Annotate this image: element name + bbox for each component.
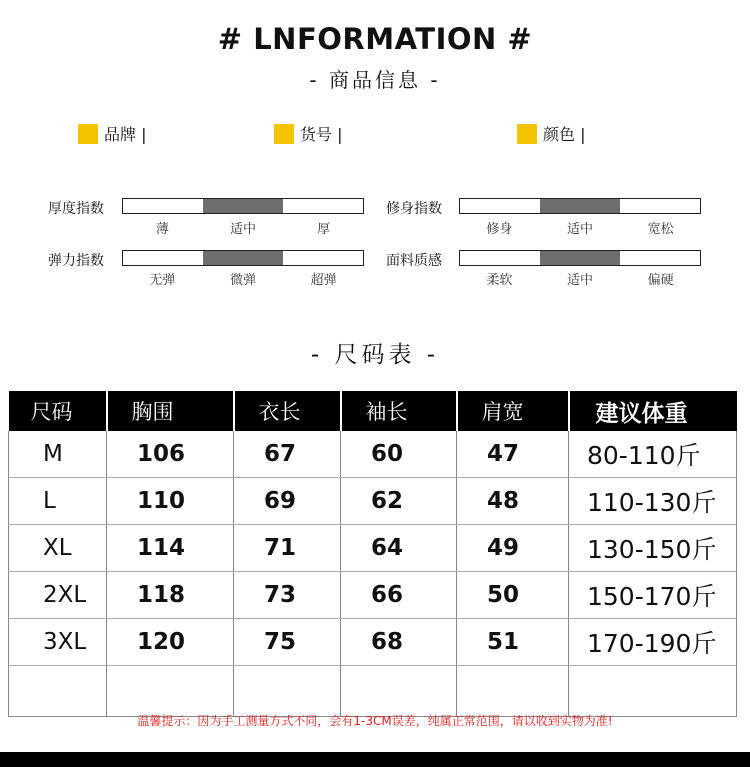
table-cell (234, 666, 341, 717)
scale-tick: 适中 (567, 273, 594, 288)
table-cell (569, 666, 737, 717)
scale-segment-selected (203, 251, 283, 265)
scale-segment (620, 199, 700, 213)
table-row-empty (9, 666, 737, 717)
scale-tick: 修身 (486, 222, 513, 237)
table-row (9, 431, 737, 478)
table-cell: 49 (457, 525, 569, 572)
column-header: 胸围 (107, 391, 234, 431)
attribute-brand (78, 122, 146, 145)
scale-ticks-fabric (459, 269, 701, 288)
table-row (9, 525, 737, 572)
table-cell: 110 (107, 478, 234, 525)
table-cell: 130-150斤 (569, 525, 737, 572)
table-cell: L (9, 478, 107, 525)
scale-ticks-thickness (122, 218, 364, 237)
measurement-note: 温馨提示：因为手工测量方式不同，会有1-3CM误差，纯属正常范围，请以收到实物为准! (137, 714, 613, 728)
table-cell: 68 (341, 619, 457, 666)
scale-tick: 超弹 (310, 273, 337, 288)
table-cell: XL (9, 525, 107, 572)
page-title: # LNFORMATION # (217, 22, 533, 56)
table-cell (341, 666, 457, 717)
scale-segment (123, 199, 203, 213)
section-title-size-chart: - 尺码表 - (310, 342, 440, 368)
attribute-color (517, 122, 585, 145)
column-header: 肩宽 (457, 391, 569, 431)
table-cell: 110-130斤 (569, 478, 737, 525)
scale-segment (620, 251, 700, 265)
scale-tick: 适中 (230, 222, 257, 237)
table-cell: 67 (234, 431, 341, 478)
scale-tick: 宽松 (647, 222, 674, 237)
scale-segment-selected (540, 199, 620, 213)
table-cell: 150-170斤 (569, 572, 737, 619)
table-cell: 106 (107, 431, 234, 478)
yellow-square-icon (517, 124, 537, 144)
table-cell: 66 (341, 572, 457, 619)
table-cell (457, 666, 569, 717)
scale-bar-thickness (122, 198, 364, 214)
table-cell: 118 (107, 572, 234, 619)
table-cell: M (9, 431, 107, 478)
scale-label-thickness: 厚度指数 (48, 201, 104, 217)
table-cell: 80-110斤 (569, 431, 737, 478)
attribute-label: 品牌 | (104, 125, 147, 144)
scale-segment (283, 199, 363, 213)
scale-tick: 偏硬 (647, 273, 674, 288)
table-cell: 75 (234, 619, 341, 666)
scale-ticks-elasticity (122, 269, 364, 288)
bottom-divider-bar (0, 752, 750, 767)
scale-segment (283, 251, 363, 265)
yellow-square-icon (78, 124, 98, 144)
table-cell: 120 (107, 619, 234, 666)
scale-tick: 适中 (567, 222, 594, 237)
scale-segment-selected (540, 251, 620, 265)
table-cell: 48 (457, 478, 569, 525)
table-cell (107, 666, 234, 717)
table-header-row (9, 391, 737, 431)
scale-bar-fabric (459, 250, 701, 266)
scale-tick: 微弹 (230, 273, 257, 288)
table-cell: 51 (457, 619, 569, 666)
scale-label-fit: 修身指数 (386, 201, 442, 217)
table-cell: 60 (341, 431, 457, 478)
table-cell: 3XL (9, 619, 107, 666)
table-cell: 71 (234, 525, 341, 572)
scale-label-fabric: 面料质感 (386, 253, 442, 269)
column-header: 建议体重 (569, 391, 737, 431)
attribute-label: 货号 | (300, 125, 343, 144)
column-header: 衣长 (234, 391, 341, 431)
scale-segment (123, 251, 203, 265)
table-row (9, 478, 737, 525)
table-row (9, 572, 737, 619)
column-header: 尺码 (9, 391, 107, 431)
scale-tick: 薄 (155, 222, 169, 237)
section-title-product-info: - 商品信息 - (309, 68, 441, 92)
scale-ticks-fit (459, 218, 701, 237)
scale-segment (460, 251, 540, 265)
table-cell: 114 (107, 525, 234, 572)
column-header: 袖长 (341, 391, 457, 431)
scale-tick: 厚 (317, 222, 331, 237)
attribute-item-number (274, 122, 342, 145)
scale-label-elasticity: 弹力指数 (48, 253, 104, 269)
yellow-square-icon (274, 124, 294, 144)
scale-tick: 无弹 (149, 273, 176, 288)
table-cell: 2XL (9, 572, 107, 619)
attribute-label: 颜色 | (543, 125, 586, 144)
table-cell (9, 666, 107, 717)
scale-segment-selected (203, 199, 283, 213)
table-cell: 73 (234, 572, 341, 619)
scale-segment (460, 199, 540, 213)
table-cell: 50 (457, 572, 569, 619)
table-cell: 69 (234, 478, 341, 525)
table-cell: 170-190斤 (569, 619, 737, 666)
table-cell: 47 (457, 431, 569, 478)
size-table (8, 391, 737, 717)
table-row (9, 619, 737, 666)
scale-tick: 柔软 (486, 273, 513, 288)
table-cell: 64 (341, 525, 457, 572)
table-cell: 62 (341, 478, 457, 525)
scale-bar-fit (459, 198, 701, 214)
scale-bar-elasticity (122, 250, 364, 266)
